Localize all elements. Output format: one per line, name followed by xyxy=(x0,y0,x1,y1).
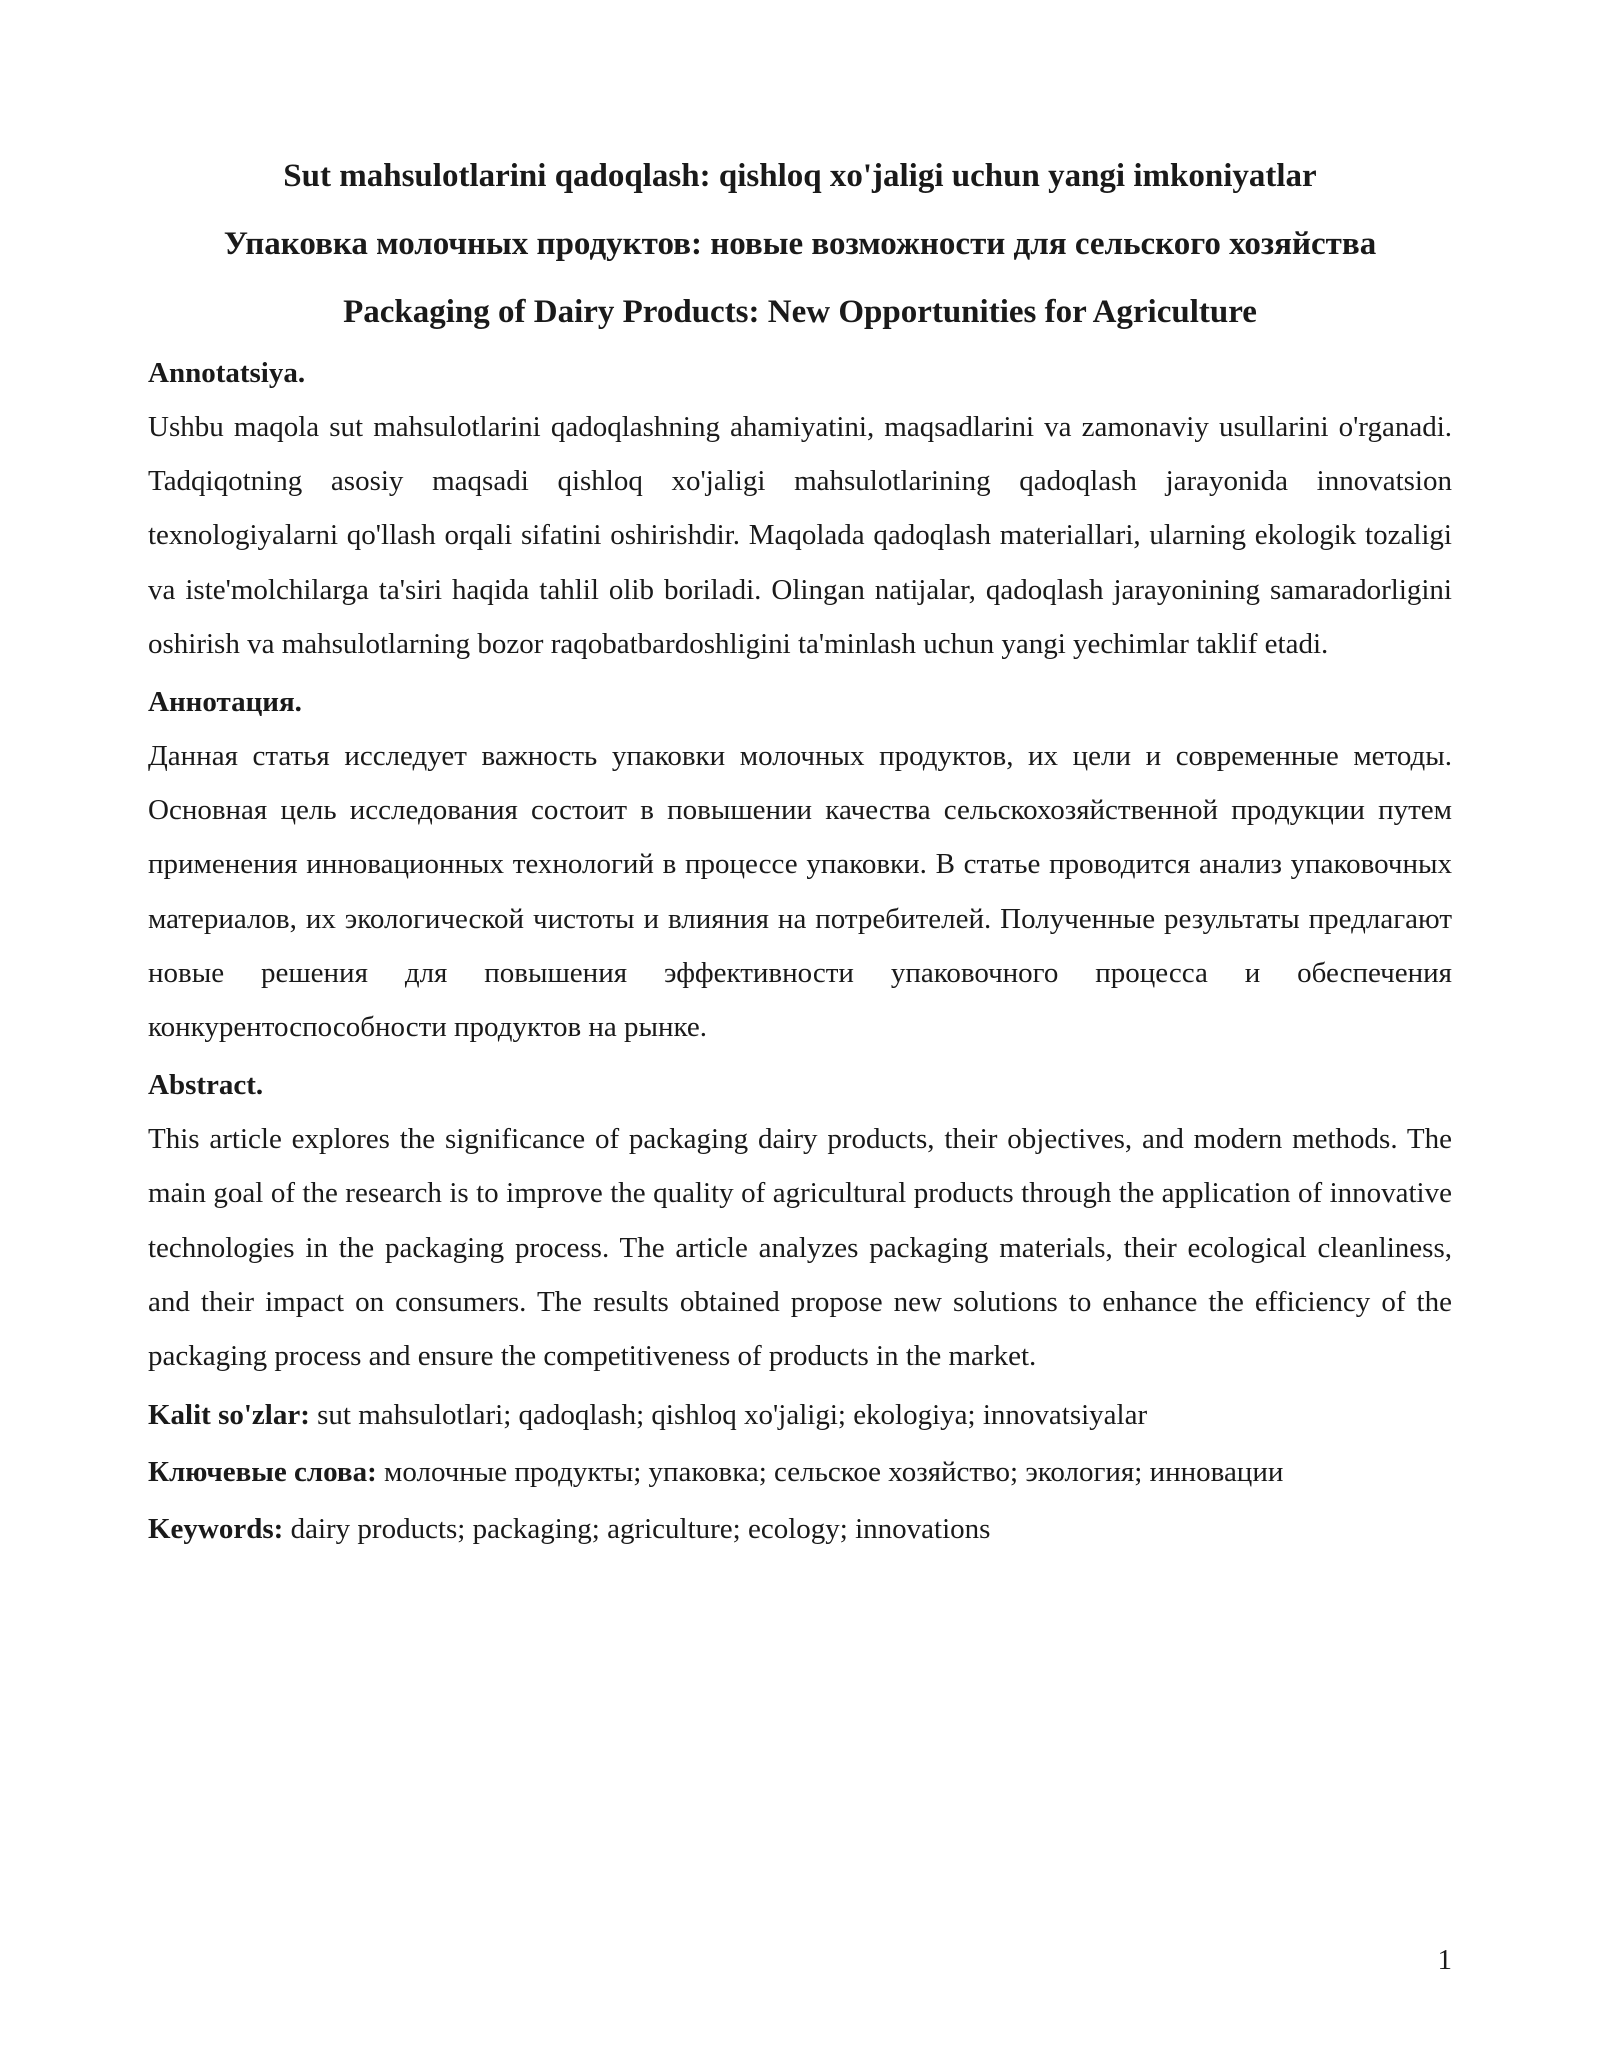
document-page xyxy=(148,142,1452,1558)
annotation-russian-section xyxy=(148,675,1452,1054)
keywords-uzbek-value: sut mahsulotlari; qadoqlash; qishloq xo'jaligi; ekologiya; innovatsiyalar xyxy=(309,1399,1148,1432)
keywords-uzbek-label: Kalit so'zlar: xyxy=(148,1399,310,1432)
abstract-english-text: This article explores the significance of packaging dairy products, their objectives, and modern methods. The main goal of the research is to improve the quality of agricultural products through the application of innovative technologies in the packaging process. The article analyzes packaging materials, their ecological cleanliness, and their impact on consumers. The results obtained propose new solutions to enhance the efficiency of the packaging process and ensure the competitiveness of products in the market. xyxy=(148,1123,1452,1373)
title-russian: Упаковка молочных продуктов: новые возможности для сельского хозяйства xyxy=(223,226,1377,262)
abstract-english-heading: Abstract. xyxy=(148,1069,264,1102)
keywords-uzbek xyxy=(148,1387,1452,1444)
keywords-english xyxy=(148,1501,1452,1558)
page-number: 1 xyxy=(1437,1944,1452,1976)
annotation-uzbek-text: Ushbu maqola sut mahsulotlarini qadoqlashning ahamiyatini, maqsadlarini va zamonaviy usullarini o'rganadi. Tadqiqotning asosiy maqsadi qishloq xo'jaligi mahsulotlarining qadoqlash jarayonida innovatsion texnologiyalarni qo'llash orqali sifatini oshirishdir. Maqolada qadoqlash materiallari, ularning ekologik tozaligi va iste'molchilarga ta'siri haqida tahlil olib boriladi. Olingan natijalar, qadoqlash jarayonining samaradorligini oshirish va mahsulotlarning bozor raqobatbardoshligini ta'minlash uchun yangi yechimlar taklif etadi. xyxy=(148,411,1452,660)
annotation-russian-text: Данная статья исследует важность упаковки молочных продуктов, их цели и современные методы. Основная цель исследования состоит в повышении качества сельскохозяйственной продукции путем применения инновационных технологий в процессе упаковки. В статье проводится анализ упаковочных материалов, их экологической чистоты и влияния на потребителей. Полученные результаты предлагают новые решения для повышения эффективности упаковочного процесса и обеспечения конкурентоспособности продуктов на рынке. xyxy=(148,740,1452,1044)
annotation-uzbek-heading: Annotatsiya. xyxy=(148,357,306,389)
abstract-english-section xyxy=(148,1058,1452,1383)
keywords-russian-label: Ключевые слова: xyxy=(148,1456,377,1489)
keywords-russian-value: молочные продукты; упаковка; сельское хозяйство; экология; инновации xyxy=(376,1456,1284,1489)
keywords-section xyxy=(148,1387,1452,1558)
keywords-russian xyxy=(148,1444,1452,1501)
annotation-uzbek-section xyxy=(148,346,1452,671)
title-english: Packaging of Dairy Products: New Opportunities for Agriculture xyxy=(343,294,1257,330)
title-uzbek: Sut mahsulotlarini qadoqlash: qishloq xo'jaligi uchun yangi imkoniyatlar xyxy=(283,158,1317,194)
annotation-russian-heading: Аннотация. xyxy=(148,686,302,719)
keywords-english-value: dairy products; packaging; agriculture; ecology; innovations xyxy=(283,1513,991,1546)
keywords-english-label: Keywords: xyxy=(148,1513,284,1546)
